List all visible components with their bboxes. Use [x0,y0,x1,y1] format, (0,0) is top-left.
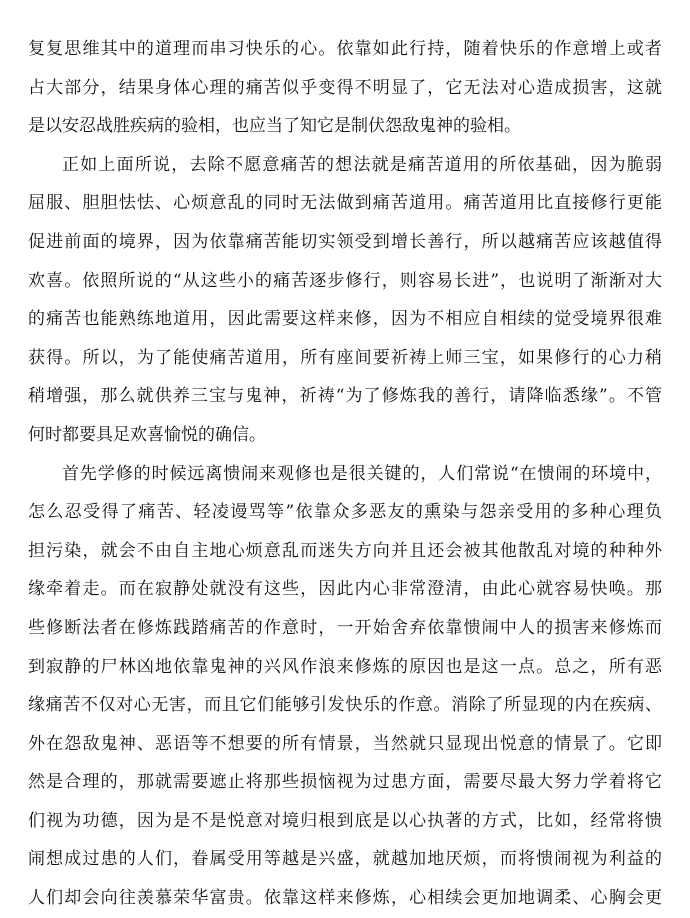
text-line: 占大部分，结果身体心理的痛苦似乎变得不明显了，它无法对心造成损害，这就 [28,77,662,98]
text-line: 是以安忍战胜疾病的验相，也应当了知它是制伏怨敌鬼神的验相。 [28,116,521,137]
text-line: 外在怨敌鬼神、恶语等不想要的所有情景，当然就只显现出悦意的情景了。它即 [28,733,662,754]
paragraph-3 [28,455,662,918]
text-line: 首先学修的时候远离愦闹来观修也是很关键的，人们常说“在愦闹的环境中， [62,463,662,484]
paragraph-2 [28,146,662,455]
text-line: 担污染，就会不由自主地心烦意乱而迷失方向并且还会被其他散乱对境的种种外 [28,540,662,561]
text-line: 稍增强，那么就供养三宝与鬼神，祈祷“为了修炼我的善行，请降临悉缘”。不管 [28,386,662,407]
text-line: 屈服、胆胆怯怯、心烦意乱的同时无法做到痛苦道用。痛苦道用比直接修行更能 [28,193,662,214]
text-line: 怎么忍受得了痛苦、轻凌谩骂等”依靠众多恶友的熏染与怨亲受用的多种心理负 [28,502,662,523]
text-line: 缘牵着走。而在寂静处就没有这些，因此内心非常澄清，由此心就容易快唤。那 [28,579,662,600]
text-line: 到寂静的尸林凶地依靠鬼神的兴风作浪来修炼的原因也是这一点。总之，所有恶 [28,656,662,677]
text-line: 缘痛苦不仅对心无害，而且它们能够引发快乐的作意。消除了所显现的内在疾病、 [28,695,662,716]
text-line: 人们却会向往羡慕荣华富贵。依靠这样来修炼，心相续会更加地调柔、心胸会更 [28,888,662,909]
text-line: 的痛苦也能熟练地道用，因此需要这样来修，因为不相应自相续的觉受境界很难 [28,309,662,330]
paragraph-1 [28,30,662,146]
text-line: 们视为功德，因为是不是悦意对境归根到底是以心执著的方式，比如，经常将愦 [28,810,662,831]
text-line: 些修断法者在修炼践踏痛苦的作意时，一开始舍弃依靠愦闹中人的损害来修炼而 [28,617,662,638]
text-line: 闹想成过患的人们，眷属受用等越是兴盛，就越加地厌烦，而将愦闹视为利益的 [28,849,662,870]
text-line: 促进前面的境界，因为依靠痛苦能切实领受到增长善行，所以越痛苦应该越值得 [28,231,662,252]
text-line: 然是合理的，那就需要遮止将那些损恼视为过患方面，需要尽最大努力学着将它 [28,772,662,793]
text-line: 正如上面所说，去除不愿意痛苦的想法就是痛苦道用的所依基础，因为脆弱 [62,154,662,175]
text-line: 何时都要具足欢喜愉悦的确信。 [28,424,266,445]
text-line: 获得。所以，为了能使痛苦道用，所有座间要祈祷上师三宝，如果修行的心力稍 [28,347,662,368]
document-page [28,30,662,918]
text-line: 欢喜。依照所说的“从这些小的痛苦逐步修行，则容易长进”，也说明了渐渐对大 [28,270,662,291]
text-line: 复复思维其中的道理而串习快乐的心。依靠如此行持，随着快乐的作意增上或者 [28,39,662,59]
